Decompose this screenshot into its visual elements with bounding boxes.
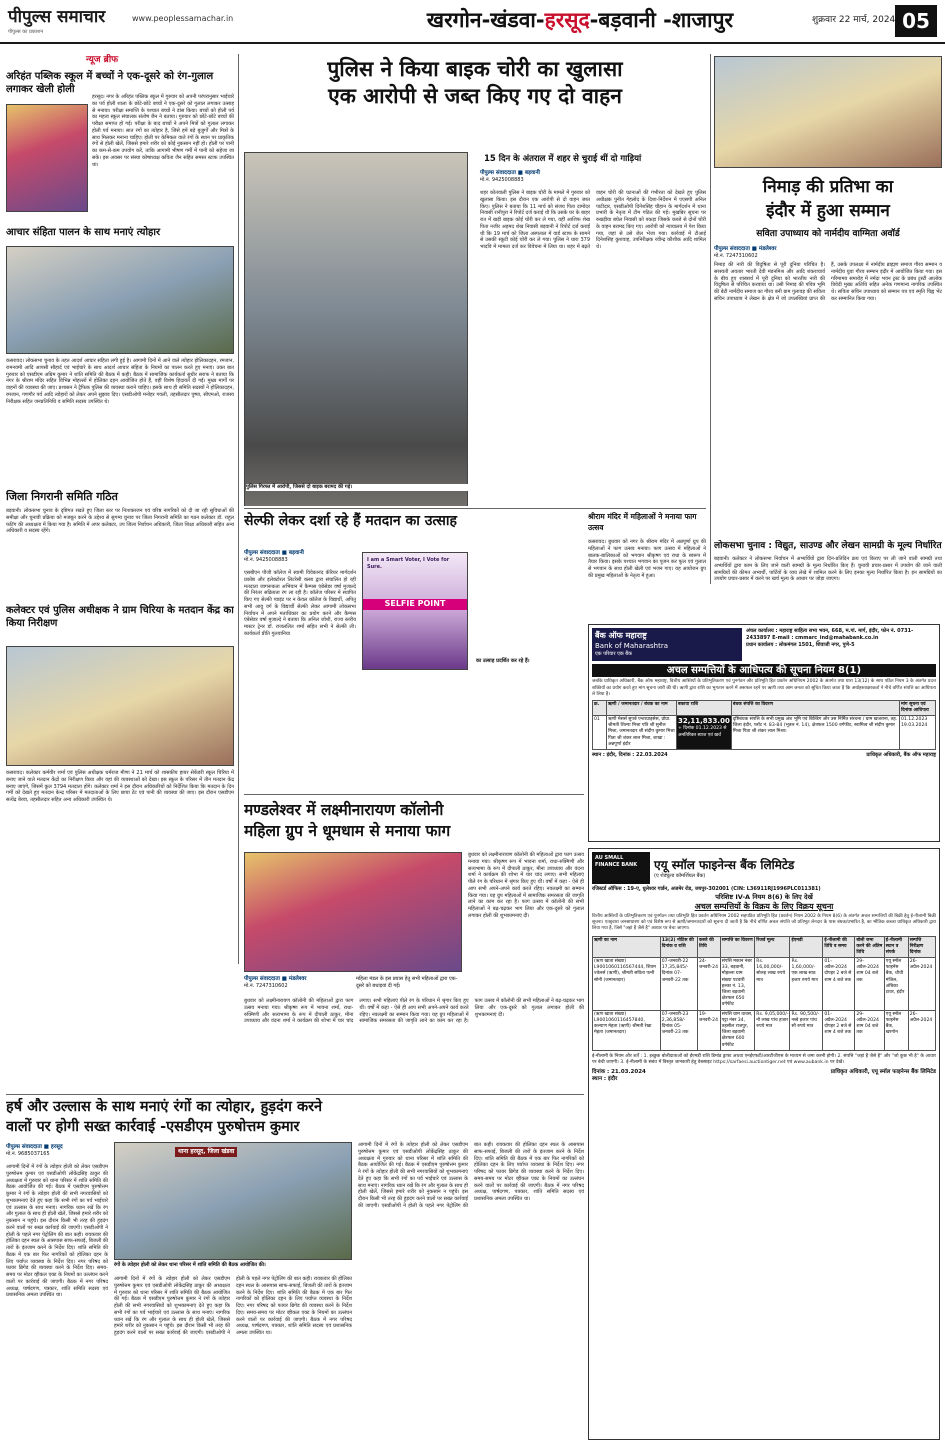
nimad-byline: पीपुल्स संवाददाता ■ मंडलेश्वर (714, 246, 777, 252)
bottom-headline-1: हर्ष और उल्लास के साथ मनाएं रंगों का त्योहार, हुड़दंग करने (6, 1099, 323, 1115)
au-notice (588, 848, 940, 1440)
bom-cell-amount (677, 716, 732, 750)
bom-cell-no: 01 (593, 716, 607, 750)
au-col: 13(2) नोटिस की दिनांक व राशि (660, 936, 697, 958)
lead-byline: पीपुल्स संवाददाता ■ बड़वानी (480, 170, 540, 176)
nimad-mobile: मो.नं. 7247310602 (714, 253, 758, 260)
brief-body-3: बड़वानी। लोकसभा चुनाव के दृष्टिगत रखते हुए जिला स्तर पर निःशक्तजन एवं वरिष्ठ नागरिकों को दी जा रही सुविधाओं की समीक्षा और चुनावी प्रक्रिया को मजबूत करने के उद्देश्य से सुगम्य चुनाव पर जिला निगरानी समिति का गठन कलेक्टर डॉ. राहुल फटिंग की अध्यक्षता में किया गया है। समिति में अपर कलेक्टर, उप जिला निर्वाचन अधिकारी, जिला शिक्षा अधिकारी सहित अन्य अधिकारी व सदस्य रहेंगे। (6, 508, 234, 535)
nimad-byline-block (714, 246, 777, 260)
cities-part-c: -बड़वानी -शाजापुर (589, 8, 734, 32)
lead-headline-2: एक आरोपी से जब्त किए गए दो वाहन (328, 84, 622, 109)
mandal-byline-block (244, 976, 307, 990)
bottom-byline: पीपुल्स संवाददाता ■ हरसूद (6, 1144, 63, 1150)
au-cell: (ऋण खाता संख्या) L9001060116457840, कल्याण मेहता (ऋणी) श्रीमती रेखा मेहता (जमानतदार) (593, 1010, 661, 1050)
au-cell: Rs. 16,00,000/- सोलह लाख रुपये मात्र (755, 958, 790, 1011)
au-title: एयू स्मॉल फाइनेन्स बैंक लिमिटेड (654, 857, 795, 872)
selfie-mobile: मो.नं. 9425008883 (244, 557, 288, 564)
au-footer (592, 1069, 936, 1084)
bom-head-office: प्रधान कार्यालय : लोकमंगल 1501, शिवाजी नगर, पुणे-5 (746, 641, 855, 648)
bom-cell-property: दृष्टिबंधक संपत्ति के सभी प्रमुख अंश भूमि एवं बिल्डिंग और उस निर्मित संरचना / ग्राम खजराना, तह. जिला इंदौर, प्लॉट नं. 83-84 (भूतल नं. 14), क्षेत्रफल 1500 वर्गफीट, स्वामित्व श्री संदीप कुमार मिश्रा पिता श्री शंकर लाल मिश्रा। (731, 716, 899, 750)
au-cell: 29-अप्रैल-2024 शाम 04 बजे तक (855, 958, 884, 1011)
bottom-body-left: आगामी दिनों में रंगों के त्योहार होली को लेकर एसडीएम पुरुषोत्तम कुमार एवं एसडीओपी लोकेंद्रसिंह ठाकुर की अध्यक्षता में गुरुवार को थाना परिसर में शांति समिति की बैठक आयोजित की गई। बैठक में एसडीएम पुरुषोत्तम कुमार ने रंगों के त्योहार होली की सभी नगरवासियों को शुभकामनाएं देते हुए कहा कि सभी रंगों का पर्व भाईचारे एवं उल्लास के साथ मनाएं। नागरिक ध्यान रखें कि रंग और गुलाल के साथ ही होली खेलें, जिससे हमारे शरीर को नुकसान न पहुंचे। इस दौरान किसी भी तरह की हुड़दंग करने वालों पर सख्त कार्रवाई की जाएगी। एसडीओपी ने होली के पहले नगर पेट्रोलिंग की बात कही। रावकवार की होलिका दहन स्थल के आसपास साफ-सफाई, बिजली की तारों के इंतजाम करने के निर्देश दिए। शांति समिति की बैठक में एक बार फिर नागरिकों को होलिका दहन के लिए पर्याप्त व्यवस्था के निर्देश दिए। नगर परिषद को फायर ब्रिगेड की व्यवस्था करने के निर्देश दिए। समय-समय पर मोटर व्हीकल एक्ट के नियमों का उल्लंघन करने वालों पर कार्रवाई की जाएगी। बैठक में नगर परिषद अध्यक्ष, पार्षदगण, पत्रकार, शांति समिति सदस्य एवं प्रशासनिक अमला उपस्थित था। (6, 1164, 108, 1299)
au-cell: एयू स्मॉल फाइनेंस बैंक, खरगोन (884, 1010, 908, 1050)
polling-inspection-photo (6, 646, 234, 766)
au-cell: Rs. 90,500/- नब्बे हजार पांच सौ रुपये मात्र (790, 1010, 823, 1050)
bom-cell-name: ऋणी मेसर्स सुपर्ब एन्टरप्राइसेस, प्रोप्रा. श्रीमती शिल्पा मिश्रा पति श्री सुनील मिश्रा, जमानतदार श्री संदीप कुमार मिश्रा पिता श्री शंकर लाल मिश्रा, शाखा : अन्नपूर्णा इंदौर (607, 716, 677, 750)
au-col: सम्पत्ति का विवरण (720, 936, 755, 958)
bom-amount-note: + दिनांक 01.12.2023 से अनतिरिक्त ब्याज एवं खर्च (678, 726, 727, 738)
bom-tagline: एक परिवार एक बैंक (595, 651, 632, 658)
selfie-headline: सेल्फी लेकर दर्शा रहे हैं मतदान का उत्साह (244, 513, 457, 529)
mandal-byline: पीपुल्स संवाददाता ■ मंडलेश्वर (244, 976, 307, 982)
bottom-mobile: मो.नं. 9685037165 (6, 1151, 50, 1158)
women-fag-photo (244, 852, 462, 972)
nimad-subhead: सविता उपाध्याय को नार्मदीय वाग्मिता अवॉर्ड (756, 229, 900, 239)
brief-headline-2: आचार संहिता पालन के साथ मनाएं त्योहार (6, 227, 161, 238)
lead-body: शहर कोतवाली पुलिस ने बाइक चोरी के मामले में गुरुवार को खुलासा किया। इस दौरान एक आरोपी से दो वाहन जब्त किए। पुलिस ने बताया कि 11 मार्च को संजय पिता दामोदर निवासी रानीपुरा ने रिपोर्ट दर्ज कराई थी कि उसके घर के बाहर रात में खड़ी बाइक कोई चोरी कर ले गया, वहीं आशिफ शेख पिता नजीर अहमद शेख निवासी बड़वानी ने रिपोर्ट दर्ज कराई थी कि 19 मार्च को जिला अस्पताल में वार्ड स्टाफ के सामने से उसकी स्कूटी कोई चोरी कर ले गया। पुलिस ने धारा 379 भादवि में मामला दर्ज कर विवेचना में लिया था। शहर में बढ़ते वाहन चोरी की घटनाओं की गंभीरता को देखते हुए पुलिस अधीक्षक पुनीत गेहलोद के दिशा-निर्देशन में एएसपी अनिल पाटीदार, एसडीओपी दिनेशसिंह चौहान के मार्गदर्शन में थाना प्रभारी के नेतृत्व में टीम गठित की गई। मुखबिर सूचना पर रुखड़ीया बघेल निवासी को पकड़ा जिसके कब्जे से दोनों चोरी के वाहन बरामद किए गए। आरोपी को न्यायालय में पेश किया गया, जहां से उसे जेल भेजा गया। कार्रवाई में टीआई दिनेशसिंह कुशवाह, उपनिरीक्षक रवीन्द्र कौशीक आदि शामिल थे। (480, 190, 706, 250)
bom-table (592, 700, 936, 750)
mandal-mobile: मो.नं. 7247310602 (244, 983, 288, 990)
selfie-caption: का उत्साह प्रदर्शित कर रहे हैं। (476, 658, 582, 665)
au-cell: 07-जनवरी-22 17,35,845/- दिनांक 07-जनवरी-22 तक (660, 958, 697, 1011)
column-rule (710, 54, 711, 584)
au-cell: 26-अप्रैल-2024 (908, 1010, 935, 1050)
bottom-caption: रंगों के त्योहार होली को लेकर थाना परिसर में शांति समिति की बैठक आयोजित की। (114, 1262, 352, 1269)
table-row (593, 1010, 936, 1050)
brief-headline-4: कलेक्टर एवं पुलिस अधीक्षक ने ग्राम चिरिया के मतदान केंद्र का किया निरीक्षण (6, 605, 234, 629)
shriram-headline: श्रीराम मंदिर में महिलाओं ने मनाया फाग उत्सव (588, 512, 697, 532)
au-reg-office: रजिस्टर्ड ऑफिस : 19-ए, धुलेश्वर गार्डन, अजमेर रोड, जयपुर-302001 (CIN: L36911RJ1996PLC011381) (592, 886, 821, 892)
shriram-body: कसरावद। बुधवार को नगर के श्रीराम मंदिर में अन्नपूर्णा ग्रुप की महिलाओं ने फाग उत्सव मनाया। फाग उत्सव में महिलाओं ने बालक-बालिकाओं को भगवान श्रीकृष्ण एवं राधा के स्वरूप में तैयार किया। इसके पश्चात भगवान का पूजन कर फूल एवं गुलाल से भगवान के साथ होली खेली एवं भजन गाए। यह आयोजन ग्रुप की प्रमुख महिलाओं के नेतृत्व में हुआ। (588, 539, 706, 579)
au-table (592, 936, 936, 1051)
au-col: ईएमडी (790, 936, 823, 958)
mandal-body: बुधवार को लक्ष्मीनारायण कॉलोनी की महिलाओं द्वारा फाग उत्सव मनाया गया। श्रीकृष्ण रूप में भावना शर्मा, राधा-रुक्मिणी और सत्यभामा के रूप में दीपाली ठाकुर, मीना उपाध्याय और वंदना शर्मा ने कार्यक्रम की शोभा में चार चांद लगाए। सभी महिलाएं पीले रंग के परिधान में श्रृंगार किए हुए थीं। वर्षों में कहा - ऐसे ही आप सभी अपने-अपने कार्य करते रहिए। नवलक्ष्मी का सम्मान किया गया। यह ग्रुप महिलाओं में सामाजिक समरसता की जागृति लाने का काम कर रहा है। फाग उत्सव में कॉलोनी की सभी महिलाओं ने बढ़-चढ़कर भाग लिया और एक-दूसरे को गुलाल लगाकर होली की शुभकामनाएं दीं। (244, 998, 584, 1025)
au-cell: 19-जनवरी-24 (697, 1010, 720, 1050)
bottom-headline-2: वालों पर होगी सख्त कार्रवाई -एसडीएम पुरुषोत्तम कुमार (6, 1118, 300, 1135)
bom-demand-date: 01.12.2023 (901, 717, 928, 723)
lok-body: बड़वानी। कलेक्टर ने लोकसभा निर्वाचन में अभ्यर्थियों द्वारा दिन-प्रतिदिन क्रय एवं किराए पर ली जाने वाली सामग्री तथा अभ्यर्थियों द्वारा काम के लिए जाने वाली सामग्री के मूल्य निर्धारित किए हैं। चुनावी प्रचार-प्रसार में उपयोग की जाने वाली सामग्रियों की कीमत अभ्यर्थी, पार्टियों के व्यय लेखे में शामिल करने के लिए इनका मूल्य निर्धारित किया है। इन सामग्रियों का उपयोग प्रचार-प्रसार में करने पर खर्च मूल्य के आधार पर जोड़ा जाएगा। (714, 556, 942, 583)
au-cell: 29-अप्रैल-2024 शाम 04 बजे तक (855, 1010, 884, 1050)
peace-meeting-photo (114, 1142, 352, 1260)
au-col: ई-नीलामी स्थान व संपर्क (884, 936, 908, 958)
au-terms: ई-नीलामी के नियम और शर्तें : 1. इच्छुक बोलीदाताओं को ईएमडी राशि डिमांड ड्राफ्ट अथवा एनईएफटी/आरटीजीएस के माध्यम से जमा करनी होगी। 2. संपत्ति "जहां है जैसे है" और "जो कुछ भी है" के आधार पर बेची जाएगी। 3. ई-नीलामी के संबंध में विस्तृत जानकारी हेतु वेबसाइट https://sarfaesi.auctiontiger.net एवं www.aubank.in पर देखें। (592, 1053, 936, 1065)
au-col: ई-नीलामी की तिथि व समय (823, 936, 855, 958)
au-cell: 01-अप्रैल-2024 दोपहर 2 बजे से शाम 4 बजे तक (823, 958, 855, 1011)
bottom-body-mid: आगामी दिनों में रंगों के त्योहार होली को लेकर एसडीएम पुरुषोत्तम कुमार एवं एसडीओपी लोकेंद्रसिंह ठाकुर की अध्यक्षता में गुरुवार को थाना परिसर में शांति समिति की बैठक आयोजित की गई। बैठक में एसडीएम पुरुषोत्तम कुमार ने रंगों के त्योहार होली की सभी नगरवासियों को शुभकामनाएं देते हुए कहा कि सभी रंगों का पर्व भाईचारे एवं उल्लास के साथ मनाएं। नागरिक ध्यान रखें कि रंग और गुलाल के साथ ही होली खेलें, जिससे हमारे शरीर को नुकसान न पहुंचे। इस दौरान किसी भी तरह की हुड़दंग करने वालों पर सख्त कार्रवाई की जाएगी। एसडीओपी ने होली के पहले नगर पेट्रोलिंग की बात कही। रावकवार की होलिका दहन स्थल के आसपास साफ-सफाई, बिजली की तारों के इंतजाम करने के निर्देश दिए। शांति समिति की बैठक में एक बार फिर नागरिकों को होलिका दहन के लिए पर्याप्त व्यवस्था के निर्देश दिए। नगर परिषद को फायर ब्रिगेड की व्यवस्था करने के निर्देश दिए। समय-समय पर मोटर व्हीकल एक्ट के नियमों का उल्लंघन करने वालों पर कार्रवाई की जाएगी। बैठक में नगर परिषद अध्यक्ष, पार्षदगण, पत्रकार, शांति समिति सदस्य एवं प्रशासनिक अमला उपस्थित था। (114, 1276, 352, 1336)
bom-col: बंधक संपत्ति का विवरण (731, 700, 899, 715)
lead-subhead: 15 दिन के अंतराल में शहर से चुराई थीं दो गाड़ियां (484, 154, 642, 164)
au-title-block (654, 857, 936, 880)
lead-byline-block (480, 170, 706, 184)
selfie-story (244, 512, 582, 792)
bom-col: क्र. (593, 700, 607, 715)
column-rule (238, 54, 239, 964)
police-station-sign: थाना हरसूद, जिला खंडवा (175, 1147, 237, 1157)
masthead (0, 0, 945, 44)
section-rule (6, 1094, 584, 1095)
au-table-header (593, 936, 936, 958)
peace-committee-photo (6, 246, 234, 354)
poster-smart-voter: I am a Smart Voter, I Vote for Sure. (367, 557, 450, 570)
nimad-story (714, 56, 942, 576)
au-subtitle: (ए शेड्यूल्ड कॉमर्शियल बैंक) (654, 872, 706, 879)
news-brief-kicker: न्यूज ब्रीफ (86, 55, 119, 65)
bom-officer: प्राधिकृत अधिकारी, बैंक ऑफ महाराष्ट्र (866, 751, 936, 758)
bom-name-en: Bank of Maharashtra (595, 641, 668, 650)
brief-body-2: कसरावद। लोकसभा चुनाव के तहत आदर्श आचार संहिता लगी हुई है। आगामी दिनों में आने वाले त्योहार होलिकादहन, रमजान, रामनवमी आदि आपसी सौहार्द एवं भाईचारे के साथ आदर्श आचार संहिता के नियमों का पालन करते हुए मनाएं। उक्त बात गुरुवार को एसडीएम अग्रिम कुमार ने शांति समिति की बैठक में कही। बैठक में सामाजिक कार्यकर्ता सुधीर सराफ ने बताया कि नगर के श्रीराम मंदिर सहित विभिन्न मोहल्लों में होलिका दहन आयोजित होते हैं, वहीं विशेष हिदायतें दी गईं। मुख्य मार्गों पर वाहनों की व्यवस्था की जाए। प्रशासन ने ट्रैफिक पुलिस की व्यवस्था कराने चाहिए। इसके साथ ही समिति सदस्यों ने होलिकादहन, रमजान, गणगौर पर्व आदि त्योहारों को लेकर अपने सुझाव दिए। एसडीओपी मनोहर गवली, तहसीलदार पुष्पा, सीएमओ, राजस्व निरीक्षक सहित जनप्रतिनिधि व समिति सदस्य उपस्थित थे। (6, 358, 234, 405)
selfie-byline-block (244, 550, 304, 564)
section-rule (244, 508, 706, 509)
au-notice-title: अचल सम्पत्तियों के विक्रय के लिए विक्रय सूचना (694, 901, 834, 911)
brief-headline-1: अरिहंत पब्लिक स्कूल में बच्चों ने एक-दूसरे को रंग-गुलाल लगाकर खेली होली (6, 71, 214, 96)
cities-part-a: खरगोन-खंडवा- (426, 8, 545, 32)
bom-name-hi: बैंक ऑफ महाराष्ट्र (595, 631, 647, 640)
au-col: कब्जे की तिथि (697, 936, 720, 958)
lok-story (714, 540, 942, 616)
au-cell: 24-जनवरी-24 (697, 958, 720, 1011)
table-row (593, 716, 936, 750)
au-col: रिजर्व मूल्य (755, 936, 790, 958)
brief-body-1: हरसूद। नगर के अरिहंत पब्लिक स्कूल में गुरुवार को अपनी परंपरानुसार भाईचारे का पर्व होली शाला के छोटे-छोटे बच्चों ने एक-दूसरे को गुलाल लगाकर उत्साह से मनाया। परीक्षा समाप्ति के पश्चात बच्चों ने डांस किया। बच्चों को होली पर्व का महत्व स्कूल संचालक संतोष जैन ने बताया। गुरुवार को छोटे-छोटे बच्चों की परीक्षा समाप्त हो गई। परीक्षा के बाद बच्चों ने अपने मित्रों को गुलाल लगाकर होली पर्व मनाया। सात रंगों का त्योहार है, जिसे हमें बड़े बुजुर्गों और मित्रों के साथ मिलकर मनाना चाहिए। होली पर केमिकल वाले रंगों के स्थान पर प्राकृतिक रंगों से होली खेलें, जिससे हमारे शरीर को कोई नुकसान नहीं हो। होली पर पानी का कम-से-कम उपयोग करें, ताकि आगामी भीषण गर्मी में पानी को सहेजा जा सके। इस अवसर पर संस्था कोषाध्यक्ष कविता जैन सहित समस्त स्टाफ उपस्थित था। (92, 94, 234, 168)
logo-tagline: पीपुल्स का प्रकाशन (8, 28, 44, 35)
cities-highlight: हरसूद (544, 8, 590, 32)
bom-footer (592, 752, 936, 759)
table-row (593, 958, 936, 1011)
award-ceremony-photo (714, 56, 942, 168)
selfie-byline: पीपुल्स संवाददाता ■ बड़वानी (244, 550, 304, 556)
lead-photo-caption: पुलिस गिरफ्त में आरोपी, जिससे दो बाइक बरामद की गई। (246, 484, 468, 491)
mandal-headline-1: मण्डलेश्वर में लक्ष्मीनारायण कॉलोनी (244, 801, 444, 819)
section-rule (244, 794, 584, 795)
bom-notice (588, 624, 940, 842)
bottom-byline-block (6, 1144, 63, 1158)
nimad-body: निमाड़ की नारी की विदुषिता से पूरी दुनिया परिचित है। सरस्वती अवतार भारती देवी मंडनमिश्र और आदि शंकराचार्य के बीच हुए शास्त्रार्थ में पूरी दुनिया को भारतीय नारी की विदुषिता से परिचित करवाया था। उसी निमाड़ की पवित्र भूमि की बेटी नार्मदीय समाज का गौरव बनी ग्राम गुलावड़ की सविता सचिन उपाध्याय ने लेखन के क्षेत्र में जो उपलब्धियां प्राप्त की हैं, उसके उपलक्ष्य में नार्मदीय ब्राह्मण समाज गौरव सम्मान व नार्मदीय युवा गौरव सम्मान इंदौर में आयोजित किया गया। इस गरिमामय समारोह में नर्मदा भवन ट्रस्ट के प्रबंध ट्रस्टी आलोक त्रिवेदी मुख्य अतिथि सहित अनेक गणमान्य नागरिक उपस्थित थे। सविता सचिन उपाध्याय को सम्मान पत्र एवं स्मृति चिह्न भेंट कर सम्मानित किया गया। (714, 262, 942, 302)
au-col: सम्पत्ति निरीक्षण दिनांक (908, 936, 935, 958)
bottom-body-right: आगामी दिनों में रंगों के त्योहार होली को लेकर एसडीएम पुरुषोत्तम कुमार एवं एसडीओपी लोकेंद्रसिंह ठाकुर की अध्यक्षता में गुरुवार को थाना परिसर में शांति समिति की बैठक आयोजित की गई। बैठक में एसडीएम पुरुषोत्तम कुमार ने रंगों के त्योहार होली की सभी नगरवासियों को शुभकामनाएं देते हुए कहा कि सभी रंगों का पर्व भाईचारे एवं उल्लास के साथ मनाएं। नागरिक ध्यान रखें कि रंग और गुलाल के साथ ही होली खेलें, जिससे हमारे शरीर को नुकसान न पहुंचे। इस दौरान किसी भी तरह की हुड़दंग करने वालों पर सख्त कार्रवाई की जाएगी। एसडीओपी ने होली के पहले नगर पेट्रोलिंग की बात कही। रावकवार की होलिका दहन स्थल के आसपास साफ-सफाई, बिजली की तारों के इंतजाम करने के निर्देश दिए। शांति समिति की बैठक में एक बार फिर नागरिकों को होलिका दहन के लिए पर्याप्त व्यवस्था के निर्देश दिए। नगर परिषद को फायर ब्रिगेड की व्यवस्था करने के निर्देश दिए। समय-समय पर मोटर व्हीकल एक्ट के नियमों का उल्लंघन करने वालों पर कार्रवाई की जाएगी। बैठक में नगर परिषद अध्यक्ष, पार्षदगण, पत्रकार, शांति समिति सदस्य एवं प्रशासनिक अमला उपस्थित था। (358, 1142, 584, 1209)
seized-bikes-photo (244, 152, 468, 506)
newspaper-logo (8, 6, 105, 36)
logo-text: पीपुल्स समाचार (8, 7, 106, 27)
section-cities (300, 6, 860, 36)
nimad-headline-1: निमाड़ की प्रतिभा का (762, 177, 894, 197)
lead-headline-1: पुलिस ने किया बाइक चोरी का खुलासा (327, 57, 623, 81)
au-cell: 07-जनवरी-23 2,36,858/- दिनांक 05-जनवरी-23 तक (660, 1010, 697, 1050)
bom-title: अचल सम्पत्तियों के आधिपत्य की सूचना नियम 8(1) (592, 664, 936, 678)
au-place: स्थान : इंदौर (592, 1076, 618, 1083)
lead-story (244, 56, 706, 506)
mandal-body-right: बुधवार को लक्ष्मीनारायण कॉलोनी की महिलाओं द्वारा फाग उत्सव मनाया गया। श्रीकृष्ण रूप में भावना शर्मा, राधा-रुक्मिणी और सत्यभामा के रूप में दीपाली ठाकुर, मीना उपाध्याय और वंदना शर्मा ने कार्यक्रम की शोभा में चार चांद लगाए। सभी महिलाएं पीले रंग के परिधान में श्रृंगार किए हुए थीं। वर्षों में कहा - ऐसे ही आप सभी अपने-अपने कार्य करते रहिए। नवलक्ष्मी का सम्मान किया गया। यह ग्रुप महिलाओं में सामाजिक समरसता की जागृति लाने का काम कर रहा है। फाग उत्सव में कॉलोनी की सभी महिलाओं ने बढ़-चढ़कर भाग लिया और एक-दूसरे को गुलाल लगाकर होली की शुभकामनाएं दीं। (468, 852, 584, 919)
au-cell: Rs. 9,05,000/- नौ लाख पांच हजार रुपये मात्र (755, 1010, 790, 1050)
bottom-story (6, 1098, 584, 1440)
brief-body-4: कसरावद। कलेक्टर कर्मवीर शर्मा एवं पुलिस अधीक्षक धर्मराज मीणा ने 21 मार्च को शासकीय हायर सेकेंडरी स्कूल चिरिया में बनाए जाने वाले मतदान केंद्रों का निरीक्षण किया और वहां की व्यवस्थाओं को देखा। इस स्कूल के परिसर में तीन मतदान केंद्र बनाए जाएंगे, जिसमें कुल 3794 मतदाता होंगे। कलेक्टर शर्मा ने इस दौरान अधिकारियों को निर्देशित किया कि मतदान के दिन गर्मी को देखते हुए मतदान केन्द्र परिसर में मतदाताओं के लिए छाया टेंट एवं पानी की व्यवस्था की जाए। इस दौरान एसडीएम सत्येंद्र बेरवा, तहसीलदार सहित अन्य अधिकारी उपस्थित थे। (6, 770, 234, 803)
au-col: बोली जमा करने की अंतिम तिथि (855, 936, 884, 958)
au-cell: Rs. 1,60,000/- एक लाख साठ हजार रुपये मात्र (790, 958, 823, 1011)
bom-address-block (746, 628, 936, 661)
bom-col: बकाया राशि (677, 700, 732, 715)
au-cell: 26-अप्रैल-2024 (908, 958, 935, 1011)
lead-mobile: मो.नं. 9425008883 (480, 177, 524, 184)
bom-col: ऋणी / जमानतदार / बंधक का नाम (607, 700, 677, 715)
bom-logo (592, 628, 742, 661)
au-officer: प्राधिकृत अधिकारी, एयू स्मॉल फाइनेन्स बैंक लिमिटेड (830, 1069, 936, 1076)
bom-intro: जबकि प्राधिकृत अधिकारी, बैंक ऑफ महाराष्ट्र, वित्तीय आस्तियों के प्रतिभूतिकरण एवं पुनर्गठन और प्रतिभूति हित प्रवर्तन अधिनियम 2002 के अंतर्गत तथा धारा 13(12) के साथ पठित नियम 3 के अंतर्गत प्रदत्त शक्तियों का प्रयोग करते हुए मांग सूचना जारी की थी। ऋणी द्वारा राशि का भुगतान करने में असफल रहने पर ऋणी तथा आम जनता को सूचित किया जाता है कि अधोहस्ताक्षरकर्ता ने नीचे वर्णित संपत्ति का आधिपत्य ले लिया है। (592, 679, 936, 697)
lok-headline: लोकसभा चुनाव : विद्युत, साउण्ड और लेखन सामग्री के मूल्य निर्धारित (714, 541, 942, 551)
au-cell: (ऋण खाता संख्या) L9001060116567444, शिवम ज्वेलर्स (ऋणी), श्रीमती सविता पत्नी सोनी (जमानतदार) (593, 958, 661, 1011)
left-column (6, 54, 234, 964)
bom-possession-date: 19.03.2024 (901, 723, 928, 729)
bom-address: अंचल कार्यालय : महाराष्ट्र साहित्य सभा भवन, 668, म.गां. मार्ग, इंदौर, फोन नं. 0731-2433897 E-mail : cmmarc_ind@mahabank.co.in (746, 628, 914, 641)
au-cell: एयू स्मॉल फाइनेंस बैंक, चौथी मंजिल, अंबिका टावर, इंदौर (884, 958, 908, 1011)
bom-amount: 32,11,833.00 (678, 717, 730, 726)
au-cell: संपत्ति ग्राम धावस, पट्टा नंबर 34, तहसील राजपुर, जिला बड़वानी क्षेत्रफल 600 वर्गफीट (720, 1010, 755, 1050)
au-date: दिनांक : 21.03.2024 (592, 1069, 646, 1076)
au-logo: AU SMALL FINANCE BANK (592, 852, 650, 884)
poster-selfie-point: SELFIE POINT (363, 599, 467, 610)
selfie-point-poster (362, 552, 468, 670)
au-col: ऋणी का नाम (593, 936, 661, 958)
brief-headline-3: जिला निगरानी समिति गठित (6, 490, 118, 503)
mandal-caption: महिला मंडल के इस प्रयास हेतु सभी महिलाओं द्वारा एक-दूसरे को बधाइयां दी गईं। (356, 976, 462, 990)
nimad-headline-2: इंदौर में हुआ सम्मान (766, 201, 890, 221)
au-intro: वित्तीय आस्तियों के प्रतिभूतिकरण एवं पुनर्गठन तथा प्रतिभूति हित प्रवर्तन अधिनियम 2002 सहपठित प्रतिभूति हित (प्रवर्तन) नियम 2002 के नियम 8(6) के अंतर्गत अचल सम्पत्तियों की बिक्री हेतु ई-नीलामी बिक्री सूचना। एतद्द्वारा जनसाधारण को एवं विशेष रूप से ऋणी/जमानतदारों को सूचना दी जाती है कि नीचे वर्णित अचल संपत्ति जो प्रतिभूत लेनदार के पास बंधक/प्रभारित है, का भौतिक कब्जा प्राधिकृत अधिकारी द्वारा लिया गया है, जिसे "जहां है जैसे है" आधार पर बेचा जाएगा। (592, 914, 936, 932)
issue-date: शुक्रवार 22 मार्च, 2024 (812, 15, 896, 25)
bom-table-header (593, 700, 936, 715)
selfie-body: एसबीएन पीजी कॉलेज में स्वामी विवेकानंद कॅरियर मार्गदर्शन प्रकोष्ठ और इलेक्टोरल लिटरेसी क्लब द्वारा संचालित हो रही मतदाता जागरूकता अभियान में कैम्पस एंबेसेडर वर्षा मुजाल्दे की निरंतर सक्रियता रंग ला रही है। कॉलेज परिसर में स्थापित किए गए सेल्फी प्वाइंट पर न केवल कॉलेज के विद्यार्थी, अपितु सभी आयु वर्ग के विद्यार्थी सेल्फी लेकर आगामी लोकसभा निर्वाचन में अपने मताधिकार का प्रयोग करने और कैम्पस एंबेसेडर वर्षा मुजाल्दे ने बताया कि अनिल जोशी, राज्य स्तरीय मास्टर ट्रेनर डॉ. राजललित शर्मा सहित सभी ने सेल्फी ली। कार्यकर्ता प्रीति गुलवानिया (244, 570, 356, 637)
page-number: 05 (895, 5, 937, 37)
bom-place: स्थान : इंदौर, दिनांक : 22.03.2024 (592, 751, 668, 758)
au-cell: 01-अप्रैल-2024 दोपहर 2 बजे से शाम 4 बजे तक (823, 1010, 855, 1050)
website-url[interactable]: www.peoplessamachar.in (132, 14, 234, 23)
au-cell: संपत्ति मकान नंबर 33, बड़वानी, मोहल्ला ग्राम संख्या पटवारी हल्का नं. 13, जिला बड़वानी क्षेत्रफल 650 वर्गफीट (720, 958, 755, 1011)
bom-cell-dates (900, 716, 936, 750)
au-appendix: परिशिष्ट IV-A नियम 8(6) के लिए देखें (715, 892, 813, 901)
mandal-headline-2: महिला ग्रुप ने धूमधाम से मनाया फाग (244, 821, 451, 840)
bom-col: मांग सूचना एवं दिनांक आधिपत्य (900, 700, 936, 715)
